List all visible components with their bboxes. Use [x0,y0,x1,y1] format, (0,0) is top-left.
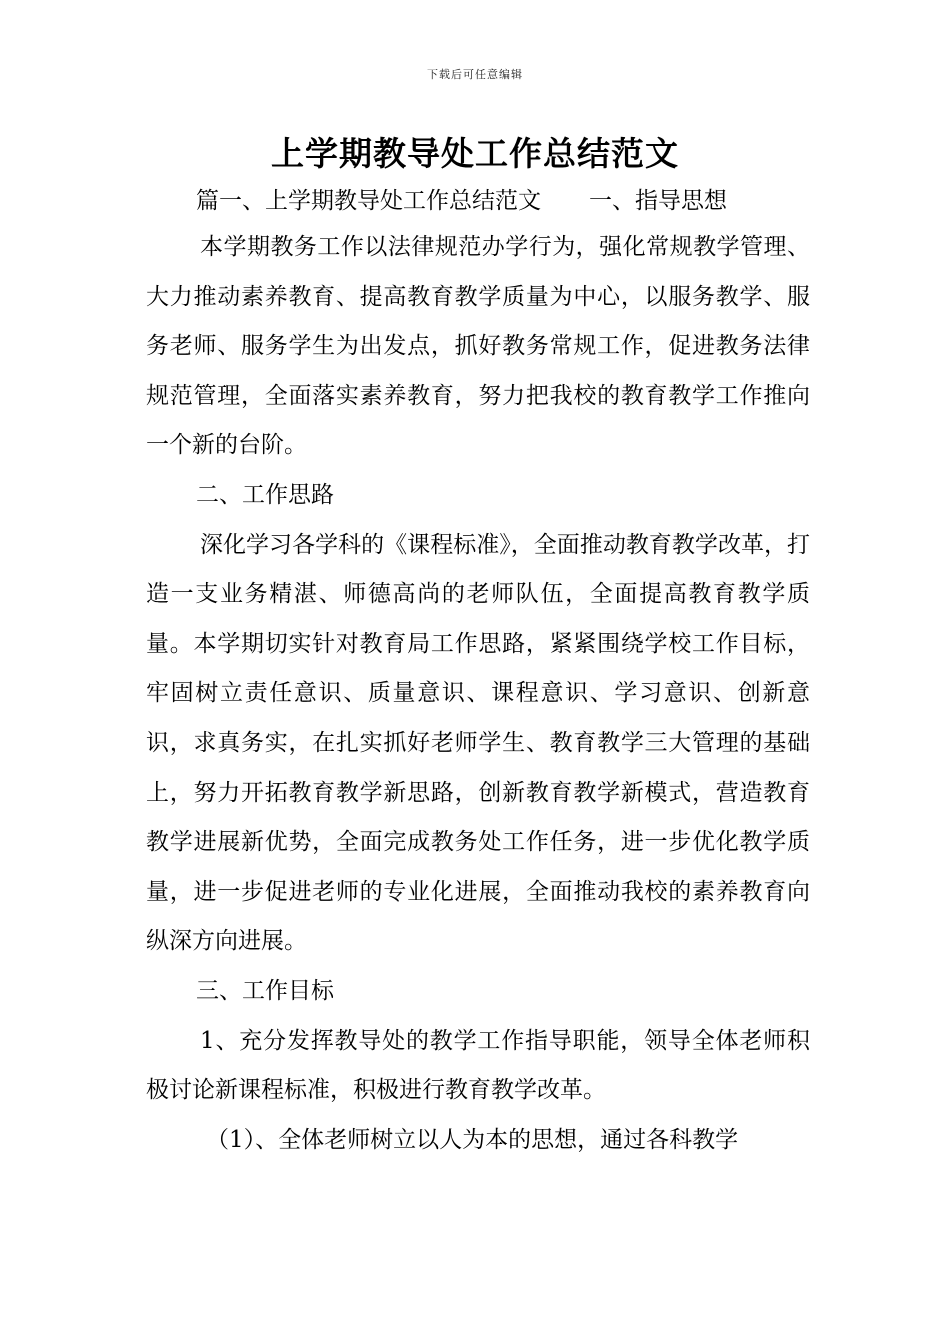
paragraph-goal-1-sub-1: （1）、全体老师树立以人为本的思想，通过各科教学 [206,1126,739,1153]
subtitle-line [196,182,816,215]
section-heading-guiding-thought: 一、指导思想 [589,188,727,214]
paragraph-guiding-thought: 本学期教务工作以法律规范办学行为，强化常规教学管理、大力推动素养教育、提高教育教学质量为中心，以服务教学、服务老师、服务学生为出发点，抓好教务常规工作，促进教务法律规范管理，全面落实素养教育，努力把我校的教育教学工作推向一个新的台阶。 [146,234,810,459]
document-title: 上学期教导处工作总结范文 [271,134,679,173]
document-body [146,223,810,1165]
section-heading-work-approach: 二、工作思路 [196,481,334,508]
section-subtitle: 篇一、上学期教导处工作总结范文 [196,188,541,214]
header-note: 下载后可任意编辑 [427,68,523,81]
paragraph-work-approach: 深化学习各学科的《课程标准》，全面推动教育教学改革，打造一支业务精湛、师德高尚的老师队伍，全面提高教育教学质量。本学期切实针对教育局工作思路，紧紧围绕学校工作目标，牢固树立责任意识、质量意识、课程意识、学习意识、创新意识，求真务实，在扎实抓好老师学生、教育教学三大管理的基础上，努力开拓教育教学新思路，创新教育教学新模式，营造教育教学进展新优势，全面完成教务处工作任务，进一步优化教学质量，进一步促进老师的专业化进展，全面推动我校的素养教育向纵深方向进展。 [146,531,810,955]
paragraph-goal-1: 1、充分发挥教导处的教学工作指导职能，领导全体老师积极讨论新课程标准，积极进行教育教学改革。 [146,1027,810,1104]
section-heading-work-goals: 三、工作目标 [196,977,334,1004]
